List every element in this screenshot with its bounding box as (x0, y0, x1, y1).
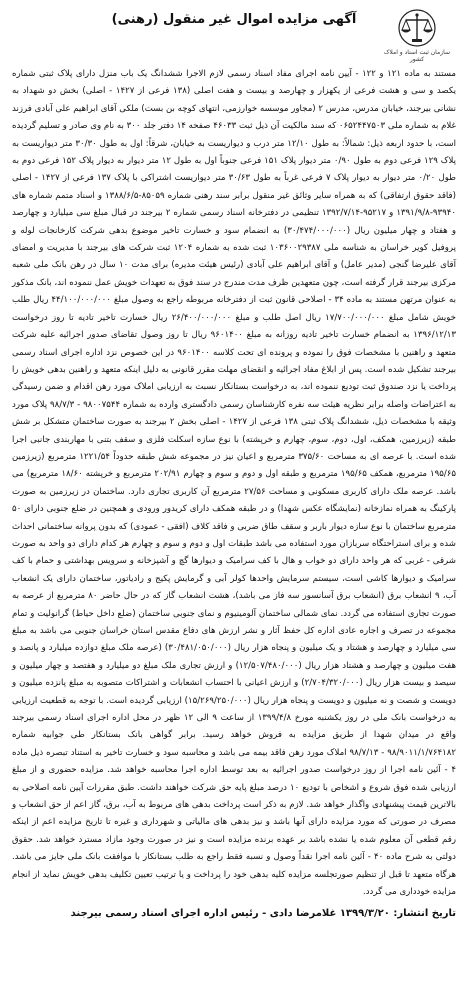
notice-title: آگهی مزایده اموال غیر منقول (رهنی) (111, 12, 357, 27)
publication-footer: تاریخ انتشار: ۱۳۹۹/۳/۲۰ غلامرضا دادی - رئیس اداره اجرای اسناد رسمی بیرجند (70, 907, 456, 919)
notice-header (12, 6, 456, 66)
emblem-caption: سازمان ثبت اسناد و املاک کشور (384, 49, 450, 63)
notice-body: مستند به ماده ۱۲۱ و ۱۲۲ - آیین نامه اجرای مفاد اسناد رسمی لازم الاجرا ششدانگ یک باب منزل دارای پلاک ثبتی شماره یکصد و سی و هشت فرعی از یکهزار و چهارصد و بیست و هفت اصلی (۱۳۸ فرعی از ۱۴۲۷ - اصلی) بخش دو شهداد به نشانی بیرجند، خیابان مدرس، مدرس ۲ (مجاور موسسه خوارزمی، انتهای کوچه بن بست) ملکی آقای ابراهیم علی آبادی فرزند غلام به شماره ملی ۰۶۵۲۴۴۷۵۰۳ که سند مالکیت آن ذیل ثبت ۴۶۰۳۳ صفحه ۱۴ دفتر جلد ۳۰۰ به نام وی صادر و تسلیم گردیده است، با حدود اربعه ذیل: شمالاً: به طول ۱۲/۱۰ متر درب و دیواریست به خیابان، شرقاً: اول به طول ۳۰/۳۰ متر دیواریست به پلاک ۱۲۹ فرعی دوم به طول ۰/۹۰ متر دیوار پلاک ۱۵۱ فرعی جنوباً اول به طول ۱۲ متر دیوار به دیوار پلاک ۱۵۲ فرعی دوم به طول ۰/۲۰ متر دیوار به دیوار پلاک ۷ فرعی غرباً به طول ۳۰/۶۳ متر دیواریست اشتراکی با پلاک ۱۳۷ فرعی از ۱۴۲۷ - اصلی (فاقد حقوق ارتفاقی) که به همراه سایر وثائق غیر منقول برابر سند رهنی شماره ۸۵۰۵۹-۱۳۸۸/۶/۵ و اسناد متمم شماره های ۹۳۹۴۰-۱۳۹۱/۹/۸ و ۹۵۲۱۷-۱۳۹۲/۷/۱۴ تنظیمی در دفترخانه اسناد رسمی شماره ۲ بیرجند در قبال مبلغ سی میلیارد و چهارصد و هفتاد و چهار میلیون ریال (۳۰/۴۷۴/۰۰۰/۰۰۰) به انضمام سود و خسارت تاخیر موضوع بدهی شرکت کارخانجات لوله و پروفیل کویر خراسان به شناسه ملی ۱۰۳۶۰۰۲۹۳۸۷ ثبت شده به شماره ۱۲۰۴ ثبت شرکت های بیرجند با مدیریت و امضای آقای علیرضا گنجی (مدیر عامل) و آقای ابراهیم علی آبادی (رئیس هیئت مدیره) برای مدت ۱۰ سال در رهن بانک ملی شعبه مرکزی بیرجند قرار گرفته است، چون متعهدین ظرف مدت مندرج در سند فوق به تعهدات خویش عمل ننموده اند، بانک مذکور به عنوان مرتهن مستند به ماده ۳۴ - اصلاحی قانون ثبت از دفترخانه مربوطه راجع به وصول مبلغ ۴۴/۱۰۰/۰۰۰/۰۰۰ ریال طلب خویش شامل مبلغ ۱۷/۷۰۰/۰۰۰/۰۰۰ ریال اصل طلب و مبلغ ۲۶/۴۰۰/۰۰۰/۰۰۰ ریال خسارت تاخیر تادیه تا روز درخواست ۱۳۹۶/۱۲/۱۳ به انضمام خسارت تاخیر تادیه روزانه به مبلغ ۹۶۰۱۴۰۰ ریال تا روز وصول تقاضای صدور اجرائیه علیه شرکت متعهد و راهنین با مشخصات فوق را نموده و پرونده ای تحت کلاسه ۹۶۰۱۴۰۰ در این خصوص نزد اداره اجرای اسناد رسمی بیرجند تشکیل شده است. پس از ابلاغ مفاد اجرائیه و انقضای مهلت مقرر قانونی به دلیل اینکه متعهد و راهنین بدهی خویش را پرداخت یا نزد صندوق ثبت تودیع ننموده اند، به درخواست بستانکار نسبت به ارزیابی املاک مورد رهن اقدام و ضمن رسیدگی به اعتراضات واصله برابر نظریه هیئت سه نفره کارشناسان رسمی دادگستری وارده به شماره ۹۸۰۰۷۵۴۴ - ۹۸/۷/۳ پلاک مورد وثیقه با مشخصات ذیل، ششدانگ پلاک ثبتی ۱۳۸ فرعی از ۱۴۲۷ - اصلی بخش ۲ بیرجند به صورت ساختمان متشکل بر شش طبقه (زیرزمین، همکف، اول، دوم، سوم، چهارم و خرپشته) با نوع سازه اسکلت فلزی و سقف بتنی با مهاربندی جانبی اجرا شده است. با عرصه ای به مساحت ۳۷۵/۶۰ مترمربع و اعیان نیز در مجموعه شش طبقه حدوداً ۱۲۲۱/۵۴ مترمربع (زیرزمین ۱۹۵/۶۵ مترمربع، همکف ۱۹۵/۶۵ مترمربع و طبقه اول و دوم و سوم و چهارم ۲۰۲/۹۱ مترمربع و خرپشته ۱۸/۶۰ مترمربع) می باشد. عرصه ملک دارای کاربری مسکونی و مساحت ۲۷/۵۶ مترمربع آن کاربری تجاری دارد. ساختمان در زیرزمین به صورت پارکینگ به همراه نمازخانه (نمایشگاه عکس شهدا) و در طبقه همکف دارای کریدور ورودی و همچنین در ضلع جنوبی دارای ۵۰ مترمربع ساختمان با نوع سازه دیوار باربر و سقف طاق ضربی و فاقد کلاف (افقی - عمودی) که بدون پروانه ساختمانی احداث شده و برای استراحتگاه سربازان مورد استفاده می باشد طبقات اول و دوم و سوم و چهارم هر کدام دارای دو واحد به صورت شرقی - غربی که هر واحد دارای دو خواب و هال با کف سرامیک و دیوارها گچ و آشپزخانه و سرویس بهداشتی و حمام با کف سرامیک و دیوارها کاشی است، سیستم سرمایش واحدها کولر آبی و گرمایش پکیج و رادیاتور، ساختمان دارای یک انشعاب آب، ۹ انشعاب برق (انشعاب برق آسانسور سه فاز می باشد)، هشت انشعاب گاز که در حال حاضر ۸۰ مترمربع از عرصه به صورت تجاری استفاده می گردد. نمای شمالی ساختمان آلومینیوم و نمای جنوبی ساختمان (ضلع داخل حیاط) گرانولیت و تمام مجموعه در تصرف و اجاره عادی اداره کل حفظ آثار و نشر ارزش های دفاع مقدس استان خراسان جنوبی می باشد به مبلغ سی میلیارد و چهارصد و هشتاد و یک میلیون و پنجاه هزار ریال (۳۰/۴۸۱/۰۵۰/۰۰۰) (عرصه ملک مبلغ دوازده میلیارد و پانصد و هفت میلیون و چهارصد و هشتاد هزار ریال (۱۲/۵۰۷/۴۸۰/۰۰۰) و ارزش تجاری ملک مبلغ دو میلیارد و هفتصد و چهار میلیون و سیصد و بیست هزار ریال (۲/۷۰۴/۳۲۰/۰۰۰) و ارزش اعیانی با احتساب انشعابات و اشتراکات متصوبه به مبلغ پانزده میلیون و دویست و شصت و نه میلیون و دویست و پنجاه هزار ریال (۱۵/۲۶۹/۲۵۰/۰۰۰) ارزیابی گردیده است. با توجه به قطعیت ارزیابی به درخواست بانک ملی در روز یکشنبه مورخ ۱۳۹۹/۴/۸ از ساعت ۹ الی ۱۲ ظهر در محل اداره اجرای اسناد رسمی بیرجند واقع در میدان شهدا از طریق مزایده به فروش خواهد رسید. برابر گواهی بانک بستانکار طی جوابیه شماره ۹۸/۹۰۱۱/۱/۷۶۴۱۸۲ - ۹۸/۷/۱۳ املاک مورد رهن فاقد بیمه می باشد و محاسبه سود و خسارت تاخیر به استناد تبصره ذیل ماده ۴ - آئین نامه اجرا از روز درخواست صدور اجرائیه به بعد توسط اداره اجرا محاسبه خواهد شد. مزایده حضوری و از مبلغ ارزیابی شده فوق شروع و اشخاص با تودیع ۱۰ درصد مبلغ پایه حق شرکت خواهند داشت. طبق مقررات آیین نامه اصلاحی به بالاترین قیمت پیشنهادی واگذار خواهد شد. لازم به ذکر است پرداخت بدهی های مربوط به آب، برق، گاز اعم از حق انشعاب و مصرف در صورتی که مورد مزایده دارای آنها باشد و نیز بدهی های مالیاتی و شهرداری و غیره تا تاریخ مزایده اعم از اینکه رقم قطعی آن معلوم شده یا نشده باشد بر عهده برنده مزایده است و نیز در صورت وجود مازاد مسترد خواهد شد. حقوق دولتی به شرح ماده ۴۰ - آئین نامه اجرا نقداً وصول و نسبه فقط راجع به طلب بستانکار با موافقت بانک ملی جایز می باشد. هرگاه متعهد تا قبل از تنظیم صورتجلسه مزایده کلیه بدهی خود را پرداخت و یا ترتیب تعیین تکلیف بدهی خویش نماید از انجام مزایده خودداری می گردد. (12, 69, 457, 898)
